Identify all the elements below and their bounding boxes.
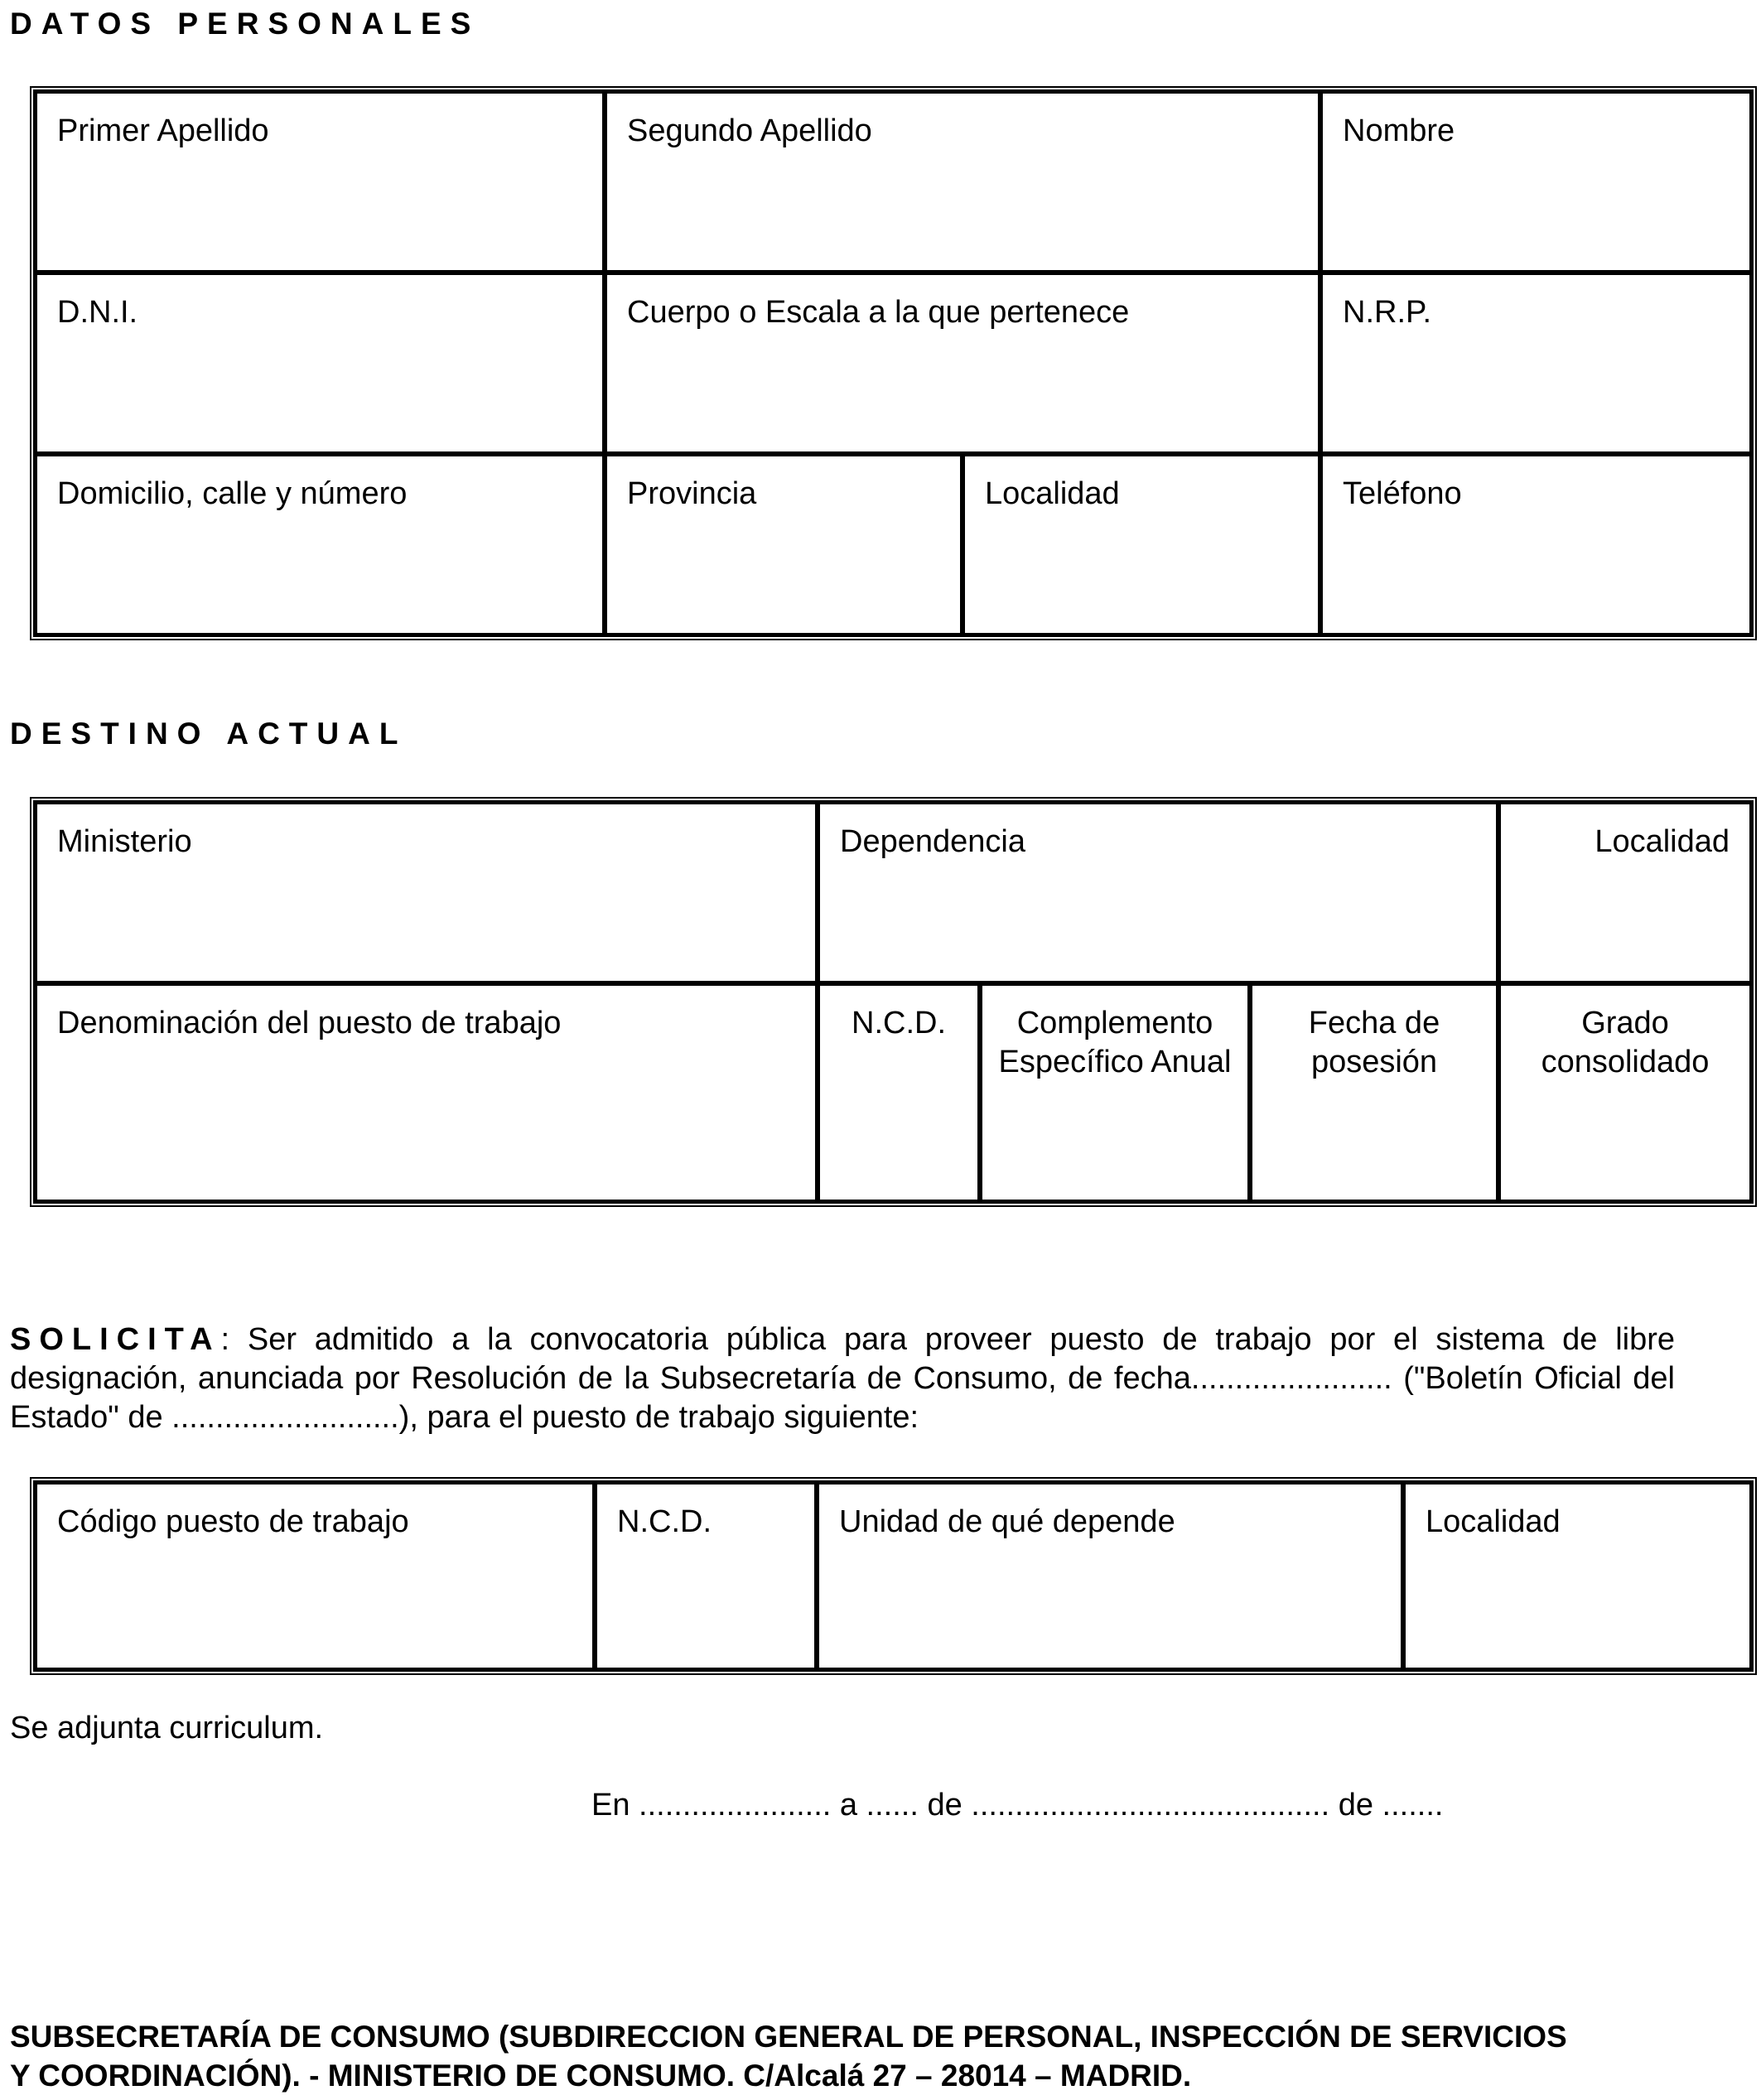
footer-line-2: Y COORDINACIÓN). - MINISTERIO DE CONSUMO. C/Alcalá 27 – 28014 – MADRID. bbox=[10, 2059, 1192, 2093]
footer-line-1: SUBSECRETARÍA DE CONSUMO (SUBDIRECCION GENERAL DE PERSONAL, INSPECCIÓN DE SERVICIOS bbox=[10, 2020, 1567, 2054]
fecha-posesion-field[interactable]: Fecha de posesión bbox=[1250, 983, 1498, 1202]
footer-address bbox=[10, 2017, 1567, 2095]
puesto-localidad-field[interactable]: Localidad bbox=[1403, 1482, 1752, 1670]
destino-actual-heading: DESTINO ACTUAL bbox=[10, 717, 408, 751]
ncd-field[interactable]: N.C.D. bbox=[818, 983, 980, 1202]
datos-row-2 bbox=[35, 273, 1752, 454]
ministerio-field[interactable]: Ministerio bbox=[35, 802, 818, 983]
codigo-puesto-field[interactable]: Código puesto de trabajo bbox=[35, 1482, 595, 1670]
nrp-field[interactable]: N.R.P. bbox=[1320, 273, 1752, 454]
primer-apellido-field[interactable]: Primer Apellido bbox=[35, 91, 605, 273]
fecha-lugar-line: En ...................... a ...... de ......................................... de ....... bbox=[591, 1788, 1444, 1822]
puesto-solicitado-table bbox=[30, 1477, 1757, 1675]
provincia-field[interactable]: Provincia bbox=[605, 454, 963, 635]
grado-consolidado-field[interactable]: Grado consolidado bbox=[1498, 983, 1752, 1202]
cuerpo-escala-field[interactable]: Cuerpo o Escala a la que pertenece bbox=[605, 273, 1320, 454]
denominacion-puesto-field[interactable]: Denominación del puesto de trabajo bbox=[35, 983, 818, 1202]
domicilio-field[interactable]: Domicilio, calle y número bbox=[35, 454, 605, 635]
dependencia-field[interactable]: Dependencia bbox=[818, 802, 1498, 983]
destino-row-2 bbox=[35, 983, 1752, 1202]
datos-personales-table bbox=[30, 86, 1757, 640]
adjunta-curriculum: Se adjunta curriculum. bbox=[10, 1711, 324, 1745]
destino-actual-table bbox=[30, 797, 1757, 1207]
solicita-lead: SOLICITA bbox=[10, 1322, 221, 1357]
puesto-ncd-field[interactable]: N.C.D. bbox=[595, 1482, 817, 1670]
datos-personales-heading: DATOS PERSONALES bbox=[10, 7, 480, 41]
destino-row-1 bbox=[35, 802, 1752, 983]
segundo-apellido-field[interactable]: Segundo Apellido bbox=[605, 91, 1320, 273]
solicita-text: : Ser admitido a la convocatoria pública para proveer puesto de trabajo por el sistema de libre designación, anunciada por Resolución de la Subsecretaría de Consumo, de fecha....................... ("Boletín Oficial del Estado" de ..........................), para el puesto de trabajo siguiente: bbox=[10, 1322, 1675, 1435]
destino-localidad-field[interactable]: Localidad bbox=[1498, 802, 1752, 983]
nombre-field[interactable]: Nombre bbox=[1320, 91, 1752, 273]
datos-row-1 bbox=[35, 91, 1752, 273]
telefono-field[interactable]: Teléfono bbox=[1320, 454, 1752, 635]
puesto-row-1 bbox=[35, 1482, 1752, 1670]
complemento-especifico-field[interactable]: Complemento Específico Anual bbox=[980, 983, 1250, 1202]
datos-row-3 bbox=[35, 454, 1752, 635]
unidad-depende-field[interactable]: Unidad de qué depende bbox=[817, 1482, 1403, 1670]
localidad-field[interactable]: Localidad bbox=[963, 454, 1320, 635]
dni-field[interactable]: D.N.I. bbox=[35, 273, 605, 454]
solicita-paragraph bbox=[10, 1320, 1675, 1437]
